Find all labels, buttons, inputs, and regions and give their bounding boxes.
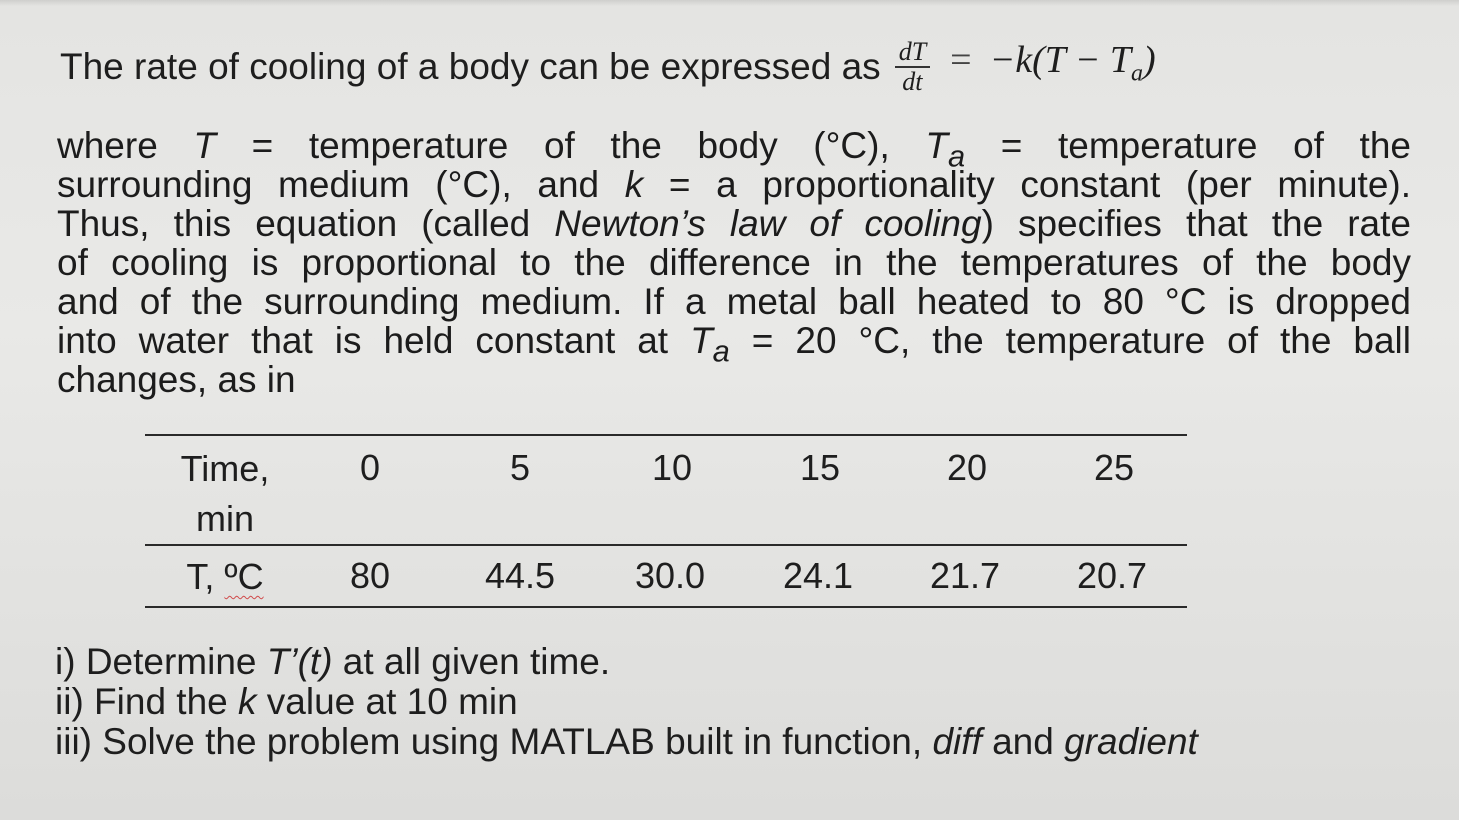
table-bottom-rule (145, 606, 1187, 608)
text-span: = temperature of the (965, 125, 1411, 166)
temp-cell: 80 (349, 555, 391, 596)
equation-rhs (950, 32, 1155, 102)
derivative-notation: T’(t) (266, 641, 333, 682)
var-T: T (925, 125, 948, 166)
table-top-rule (145, 434, 1187, 436)
var-T: T (690, 320, 713, 361)
temp-cell: 20.7 (1076, 555, 1148, 596)
rhs-close: ) (1142, 39, 1156, 81)
derivative-fraction (895, 38, 930, 96)
para-line-1 (57, 125, 1411, 174)
temp-cell: 21.7 (929, 555, 1001, 596)
question-2 (55, 682, 1198, 722)
temp-cell: 30.0 (634, 555, 706, 596)
para-line-2 (57, 165, 1411, 204)
temp-label-unit: ºC (224, 556, 264, 597)
time-row-label (165, 444, 285, 544)
var-k: k (238, 681, 257, 722)
text-span: Thus, this equation (called (57, 203, 555, 244)
time-cell: 5 (509, 447, 531, 488)
equals-sign: = (950, 39, 972, 81)
time-label-line2: min (195, 498, 254, 539)
temp-label-text: T, (186, 556, 225, 597)
subscript-a: a (712, 333, 730, 369)
var-Ta (690, 320, 730, 369)
text-span: and (981, 721, 1065, 762)
para-line-4: of cooling is proportional to the difference in the temperatures of the body (57, 242, 1411, 283)
text-span: i) Determine (55, 641, 267, 682)
para-line-5: and of the surrounding medium. If a metal ball heated to 80 °C is dropped (57, 281, 1411, 322)
function-diff: diff (932, 721, 982, 762)
question-list (55, 642, 1198, 762)
text-span: into water that is held constant at (57, 320, 691, 361)
intro-line (60, 32, 1156, 102)
time-cell: 20 (946, 447, 988, 488)
fraction-numerator: dT (895, 38, 930, 68)
temp-cell: 44.5 (484, 555, 556, 596)
rhs-subscript: a (1130, 60, 1143, 87)
text-span: = a proportionality constant (per minute). (643, 164, 1412, 205)
temp-row-label (165, 552, 285, 602)
description-paragraph (57, 126, 1411, 399)
text-span: value at 10 min (256, 681, 518, 722)
intro-text: The rate of cooling of a body can be expressed as (60, 45, 881, 87)
text-span: where (57, 125, 194, 166)
question-3 (55, 722, 1198, 762)
para-line-7: changes, as in (57, 359, 296, 400)
text-span: iii) Solve the problem using MATLAB built in function, (55, 721, 933, 762)
function-gradient: gradient (1064, 721, 1198, 762)
time-cell: 15 (799, 447, 841, 488)
text-span: at all given time. (332, 641, 611, 682)
var-Ta (925, 125, 966, 174)
para-line-3 (57, 204, 1411, 243)
question-1 (55, 642, 1198, 682)
var-T: T (193, 125, 216, 166)
time-cell: 10 (651, 447, 693, 488)
table-middle-rule (145, 544, 1187, 546)
page-top-edge (0, 0, 1459, 6)
fraction-denominator: dt (902, 66, 923, 96)
law-name: Newton’s law of cooling (554, 203, 982, 244)
text-span: = 20 °C, the temperature of the ball (729, 320, 1411, 361)
text-span: ) specifies that the rate (981, 203, 1411, 244)
text-span: ii) Find the (55, 681, 239, 722)
time-cell: 25 (1093, 447, 1135, 488)
temp-cell: 24.1 (782, 555, 854, 596)
rhs-main: −k(T − T (989, 39, 1131, 81)
subscript-a: a (947, 138, 966, 174)
text-span: surrounding medium (°C), and (57, 164, 625, 205)
text-span: = temperature of the body (°C), (216, 125, 926, 166)
time-cell: 0 (359, 447, 381, 488)
para-line-6 (57, 320, 1411, 369)
time-label-line1: Time, (180, 448, 270, 489)
var-k: k (624, 164, 644, 205)
